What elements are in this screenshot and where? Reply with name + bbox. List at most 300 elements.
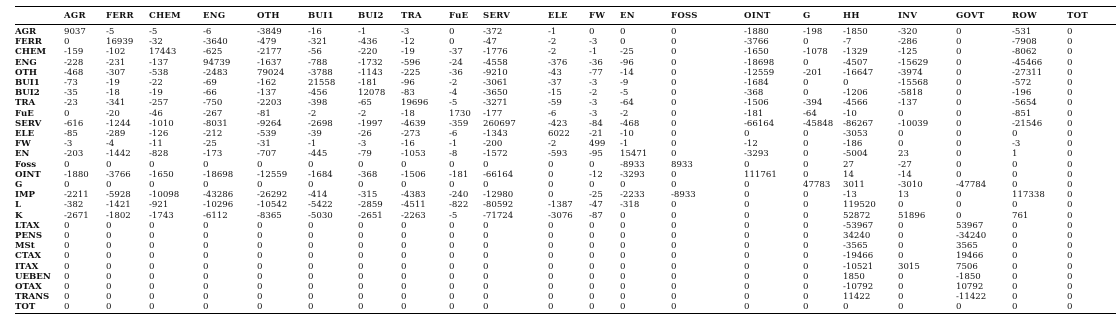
table-cell: 0 — [64, 37, 70, 48]
row-header: Foss — [15, 159, 37, 170]
table-cell: 0 — [203, 292, 209, 303]
table-cell: -2671 — [64, 210, 89, 221]
table-row — [15, 160, 1116, 170]
table-cell: 0 — [257, 302, 308, 313]
table-cell: 21558 — [308, 78, 336, 89]
table-cell: 0 — [671, 302, 744, 313]
table-row — [15, 282, 1116, 292]
table-cell: 0 — [744, 190, 750, 201]
table-cell: 0 — [449, 292, 455, 303]
table-cell: -1421 — [106, 200, 131, 211]
table-cell: 0 — [149, 220, 155, 231]
table-cell: 47783 — [803, 180, 831, 191]
table-cell: -15568 — [898, 78, 929, 89]
row-header: CTAX — [15, 251, 42, 262]
table-cell: -2 — [548, 37, 557, 48]
table-cell: 0 — [671, 200, 677, 211]
table-cell: 0 — [149, 271, 155, 282]
table-cell: -10542 — [257, 200, 288, 211]
table-cell: 0 — [149, 159, 155, 170]
table-cell: 0 — [106, 302, 149, 313]
table-cell: -3 — [589, 37, 598, 48]
column-header: TRA — [401, 7, 449, 25]
table-cell: -3565 — [843, 241, 868, 252]
table-cell: -198 — [803, 27, 823, 37]
column-header: BUI2 — [358, 7, 401, 25]
table-cell: 0 — [106, 220, 112, 231]
column-header: OTH — [257, 7, 308, 25]
column-header: CHEM — [149, 7, 203, 25]
table-cell: -289 — [106, 129, 126, 140]
table-cell: -200 — [483, 139, 503, 150]
table-cell: 0 — [898, 129, 904, 140]
table-cell: 0 — [1012, 169, 1018, 180]
table-cell: 0 — [1012, 159, 1018, 170]
table-cell: -6 — [203, 27, 212, 37]
table-cell: 0 — [744, 251, 750, 262]
table-cell: 0 — [1067, 159, 1073, 170]
table-cell: -8062 — [1012, 47, 1037, 58]
table-cell: -12980 — [483, 190, 514, 201]
table-cell: 0 — [401, 261, 407, 272]
table-cell: -2 — [308, 108, 317, 119]
table-cell: 0 — [898, 139, 904, 150]
row-header: TRANS — [15, 292, 50, 303]
table-cell: 0 — [1067, 98, 1073, 109]
table-cell: 0 — [1067, 118, 1073, 129]
table-row — [15, 292, 1116, 302]
table-cell: 0 — [483, 261, 489, 272]
table-cell: -1637 — [257, 57, 282, 68]
table-cell: 0 — [589, 220, 595, 231]
table-cell: -1650 — [149, 169, 174, 180]
table-cell: 23 — [898, 149, 909, 160]
table-cell: 19696 — [401, 98, 429, 109]
table-cell: -47 — [483, 37, 497, 48]
table-cell: 0 — [1067, 271, 1073, 282]
header-row — [15, 7, 1116, 25]
table-cell: 0 — [483, 241, 489, 252]
table-cell: 0 — [744, 200, 750, 211]
table-cell: 0 — [257, 251, 263, 262]
table-cell: -95 — [589, 149, 603, 160]
table-cell: 0 — [257, 261, 263, 272]
table-cell: -12 — [589, 169, 603, 180]
table-cell: 15471 — [620, 149, 648, 160]
table-row — [15, 109, 1116, 119]
table-cell: -81 — [257, 108, 271, 119]
table-cell: 0 — [671, 37, 677, 48]
table-cell: 0 — [257, 292, 263, 303]
table-row — [15, 170, 1116, 180]
table-cell: -445 — [308, 149, 328, 160]
table-cell: 0 — [1067, 292, 1073, 303]
table-cell: 0 — [843, 78, 849, 89]
table-cell: 0 — [401, 180, 407, 191]
table-cell: -1997 — [358, 118, 383, 129]
table-cell: 9037 — [64, 27, 86, 37]
table-cell: 27 — [843, 159, 854, 170]
table-cell: 0 — [1067, 108, 1073, 119]
column-header: FERR — [106, 7, 149, 25]
table-cell: 0 — [106, 241, 112, 252]
table-cell: -6 — [548, 108, 557, 119]
table-cell: -5928 — [106, 190, 131, 201]
table-cell: 0 — [803, 88, 809, 99]
table-cell: 0 — [149, 302, 203, 313]
table-cell: -15629 — [898, 57, 929, 68]
table-cell: -8933 — [620, 159, 645, 170]
table-cell: -203 — [64, 149, 84, 160]
table-row — [15, 149, 1116, 159]
table-cell: 0 — [358, 220, 364, 231]
table-cell: 0 — [956, 210, 962, 221]
table-cell: 0 — [671, 47, 677, 58]
table-cell: 0 — [548, 190, 554, 201]
table-cell: -87 — [589, 210, 603, 221]
table-cell: -11422 — [956, 292, 987, 303]
table-cell: -3974 — [898, 67, 923, 78]
table-cell: 0 — [956, 129, 962, 140]
table-cell: 0 — [620, 241, 626, 252]
table-cell: 0 — [483, 180, 489, 191]
table-cell: -1506 — [744, 98, 769, 109]
table-cell: 0 — [449, 302, 483, 313]
table-cell: 0 — [671, 169, 677, 180]
table-cell: 0 — [898, 292, 904, 303]
column-header: ENG — [203, 7, 257, 25]
table-cell: 0 — [1012, 180, 1018, 191]
table-cell: 0 — [548, 282, 554, 293]
table-cell: -1880 — [744, 27, 769, 37]
row-header: FuE — [15, 108, 34, 119]
table-cell: -593 — [548, 149, 568, 160]
table-cell: 0 — [106, 159, 112, 170]
table-cell: 0 — [401, 241, 407, 252]
table-cell: -1776 — [483, 47, 508, 58]
table-cell: 0 — [803, 129, 809, 140]
table-cell: -4507 — [843, 57, 868, 68]
table-cell: 0 — [898, 220, 904, 231]
table-cell: -822 — [449, 200, 469, 211]
table-cell: -16 — [401, 139, 415, 150]
table-cell: 0 — [744, 220, 750, 231]
table-cell: -1880 — [64, 169, 89, 180]
table-cell: 51896 — [898, 210, 926, 221]
table-cell: 0 — [671, 292, 677, 303]
table-cell: 0 — [449, 27, 455, 37]
column-header: EN — [620, 7, 671, 25]
row-header: BUI1 — [15, 78, 40, 89]
table-cell: -21546 — [1012, 118, 1043, 129]
table-cell: 0 — [149, 180, 155, 191]
table-cell: 0 — [308, 159, 314, 170]
table-cell: -43 — [548, 67, 562, 78]
row-header: AGR — [15, 27, 37, 37]
column-header: OINT — [744, 7, 803, 25]
table-cell: -96 — [620, 57, 634, 68]
table-cell: 0 — [843, 302, 898, 313]
table-cell: 117338 — [1012, 190, 1045, 201]
table-cell: 0 — [449, 251, 455, 262]
table-cell: 12078 — [358, 88, 386, 99]
table-cell: -307 — [106, 67, 126, 78]
table-cell: 0 — [589, 180, 595, 191]
table-cell: -24 — [449, 57, 463, 68]
table-row — [15, 139, 1116, 149]
table-cell: -2 — [620, 108, 629, 119]
corner-header — [15, 7, 64, 25]
table-cell: -3061 — [483, 78, 508, 89]
table-cell: -3053 — [843, 129, 868, 140]
table-cell: 0 — [1067, 200, 1073, 211]
table-cell: 0 — [589, 261, 595, 272]
table-cell: -25 — [620, 47, 634, 58]
table-cell: 0 — [401, 251, 407, 262]
table-cell: -8365 — [257, 210, 282, 221]
table-row — [15, 68, 1116, 78]
table-cell: 0 — [671, 139, 677, 150]
table-cell: -159 — [64, 47, 84, 58]
table-cell: -86267 — [843, 118, 874, 129]
table-cell: 0 — [483, 220, 489, 231]
table-cell: -468 — [64, 67, 84, 78]
table-cell: 0 — [203, 180, 209, 191]
table-cell: 0 — [358, 282, 364, 293]
table-cell: -398 — [308, 98, 328, 109]
table-cell: 10792 — [956, 282, 984, 293]
table-cell: -5 — [620, 88, 629, 99]
table-row — [15, 88, 1116, 98]
table-cell: 0 — [449, 37, 455, 48]
table-cell: -3766 — [106, 169, 131, 180]
table-cell: -20 — [106, 108, 120, 119]
table-cell: 0 — [620, 210, 626, 221]
table-cell: -5 — [149, 27, 158, 37]
column-header: AGR — [64, 7, 106, 25]
table-cell: 1 — [1012, 149, 1018, 160]
row-header: G — [15, 180, 23, 191]
table-cell: 0 — [956, 108, 962, 119]
table-cell: 0 — [589, 251, 595, 262]
table-cell: 0 — [803, 220, 809, 231]
table-cell: 0 — [956, 37, 962, 48]
table-cell: 0 — [956, 200, 962, 211]
table-cell: 0 — [803, 302, 843, 313]
table-cell: -1684 — [308, 169, 333, 180]
table-cell: -436 — [358, 37, 378, 48]
table-cell: 0 — [358, 241, 364, 252]
table-cell: -4 — [106, 139, 115, 150]
table-cell: 0 — [149, 282, 155, 293]
row-header: BUI2 — [15, 88, 40, 99]
table-cell: 3565 — [956, 241, 978, 252]
table-cell: 0 — [483, 231, 489, 242]
table-cell: -1743 — [149, 210, 174, 221]
table-cell: 0 — [483, 302, 548, 313]
table-cell: -1053 — [401, 149, 426, 160]
table-cell: 0 — [64, 231, 70, 242]
table-cell: -1 — [548, 27, 557, 37]
table-row — [15, 58, 1116, 68]
table-cell: -26292 — [257, 190, 288, 201]
table-row — [15, 78, 1116, 88]
table-cell: 0 — [744, 282, 750, 293]
column-header: FuE — [449, 7, 483, 25]
table-cell: -59 — [548, 98, 562, 109]
table-cell: -69 — [203, 78, 217, 89]
table-cell: 0 — [401, 292, 407, 303]
table-cell: -2211 — [64, 190, 89, 201]
table-cell: -10296 — [203, 200, 234, 211]
table-cell: -3 — [64, 139, 73, 150]
column-header: G — [803, 7, 843, 25]
table-cell: -5 — [449, 98, 458, 109]
table-cell: -2 — [589, 88, 598, 99]
table-cell: -616 — [64, 118, 84, 129]
table-cell: 0 — [620, 251, 626, 262]
table-cell: 0 — [149, 261, 155, 272]
table-cell: -96 — [401, 78, 415, 89]
table-cell: -177 — [483, 108, 503, 119]
sam-table — [15, 6, 1116, 314]
table-cell: 0 — [898, 108, 904, 119]
table-cell: 0 — [64, 251, 70, 262]
table-cell: -1 — [308, 139, 317, 150]
table-cell: -25 — [589, 190, 603, 201]
table-cell: 0 — [1012, 129, 1018, 140]
table-cell: 0 — [449, 180, 455, 191]
table-cell: -47784 — [956, 180, 987, 191]
table-cell: -3293 — [744, 149, 769, 160]
table-cell: -196 — [1012, 88, 1032, 99]
table-cell: -27311 — [1012, 67, 1043, 78]
table-cell: 0 — [803, 37, 809, 48]
table-cell: -267 — [203, 108, 223, 119]
table-cell: -7908 — [1012, 37, 1037, 48]
row-header: ENG — [15, 57, 37, 68]
table-cell: 0 — [1067, 47, 1073, 58]
table-cell: -32 — [149, 37, 163, 48]
table-cell: 0 — [358, 261, 364, 272]
table-cell: 0 — [203, 261, 209, 272]
table-cell: 0 — [589, 282, 595, 293]
table-cell: 0 — [1012, 292, 1018, 303]
table-cell: 0 — [744, 180, 750, 191]
table-cell: 0 — [671, 108, 677, 119]
table-row — [15, 241, 1116, 251]
table-cell: 0 — [589, 231, 595, 242]
table-cell: -36 — [589, 57, 603, 68]
table-cell: -45466 — [1012, 57, 1043, 68]
table-cell: 0 — [671, 149, 677, 160]
table-cell: 0 — [671, 67, 677, 78]
table-cell: -25 — [203, 139, 217, 150]
table-cell: -186 — [843, 139, 863, 150]
table-cell: -137 — [898, 98, 918, 109]
table-cell: 0 — [308, 302, 358, 313]
table-cell: 0 — [956, 27, 962, 37]
table-cell: 0 — [548, 241, 554, 252]
table-cell: 6022 — [548, 129, 570, 140]
table-cell: 0 — [803, 231, 809, 242]
table-cell: 0 — [1067, 261, 1073, 272]
table-cell: -479 — [257, 37, 277, 48]
table-cell: 0 — [483, 271, 489, 282]
table-cell: -5422 — [308, 200, 333, 211]
table-cell: -4566 — [843, 98, 868, 109]
table-cell: 0 — [803, 210, 809, 221]
table-cell: 0 — [548, 271, 554, 282]
table-cell: -625 — [203, 47, 223, 58]
table-cell: -10039 — [898, 118, 929, 129]
table-cell: 0 — [1012, 220, 1018, 231]
table-cell: -34240 — [956, 231, 987, 242]
table-cell: -2 — [548, 139, 557, 150]
table-cell: 0 — [64, 220, 70, 231]
table-cell: -538 — [149, 67, 169, 78]
table-cell: -125 — [898, 47, 918, 58]
table-cell: 0 — [671, 88, 677, 99]
table-cell: 0 — [358, 292, 364, 303]
table-cell: 0 — [956, 169, 962, 180]
table-cell: -43286 — [203, 190, 234, 201]
table-cell: 0 — [620, 220, 626, 231]
table-cell: -212 — [203, 129, 223, 140]
table-cell: 0 — [956, 98, 962, 109]
table-row — [15, 302, 1116, 313]
table-cell: 0 — [358, 180, 364, 191]
table-cell: 0 — [358, 251, 364, 262]
table-cell: -66 — [203, 88, 217, 99]
table-cell: -3640 — [203, 37, 228, 48]
table-cell: 0 — [449, 261, 455, 272]
table-cell: 0 — [744, 159, 750, 170]
table-cell: -1 — [358, 27, 367, 37]
table-cell: -65 — [358, 98, 372, 109]
table-cell: -181 — [744, 108, 764, 119]
table-cell: 0 — [106, 292, 112, 303]
table-cell: 0 — [308, 282, 314, 293]
table-cell: 0 — [257, 271, 263, 282]
table-cell: -273 — [401, 129, 421, 140]
table-cell: -3 — [358, 139, 367, 150]
table-cell: 0 — [449, 220, 455, 231]
table-cell: 0 — [744, 231, 750, 242]
table-cell: 0 — [449, 241, 455, 252]
table-cell: -6 — [449, 129, 458, 140]
table-cell: -3 — [589, 108, 598, 119]
table-row — [15, 180, 1116, 190]
table-cell: 0 — [898, 302, 956, 313]
table-cell: -83 — [401, 88, 415, 99]
table-cell: -11 — [149, 139, 163, 150]
table-cell: -21 — [589, 129, 603, 140]
table-cell: -2 — [548, 47, 557, 58]
table-cell: -240 — [449, 190, 469, 201]
table-cell: 0 — [671, 220, 677, 231]
table-cell: -85 — [64, 129, 78, 140]
row-header: CHEM — [15, 47, 47, 58]
table-cell: -79 — [358, 149, 372, 160]
column-header: GOVT — [956, 7, 1012, 25]
table-cell: 0 — [401, 231, 407, 242]
row-header: PENS — [15, 231, 43, 242]
table-body — [15, 25, 1116, 314]
table-cell: -359 — [449, 118, 469, 129]
table-cell: -22 — [149, 78, 163, 89]
table-cell: -1442 — [106, 149, 131, 160]
